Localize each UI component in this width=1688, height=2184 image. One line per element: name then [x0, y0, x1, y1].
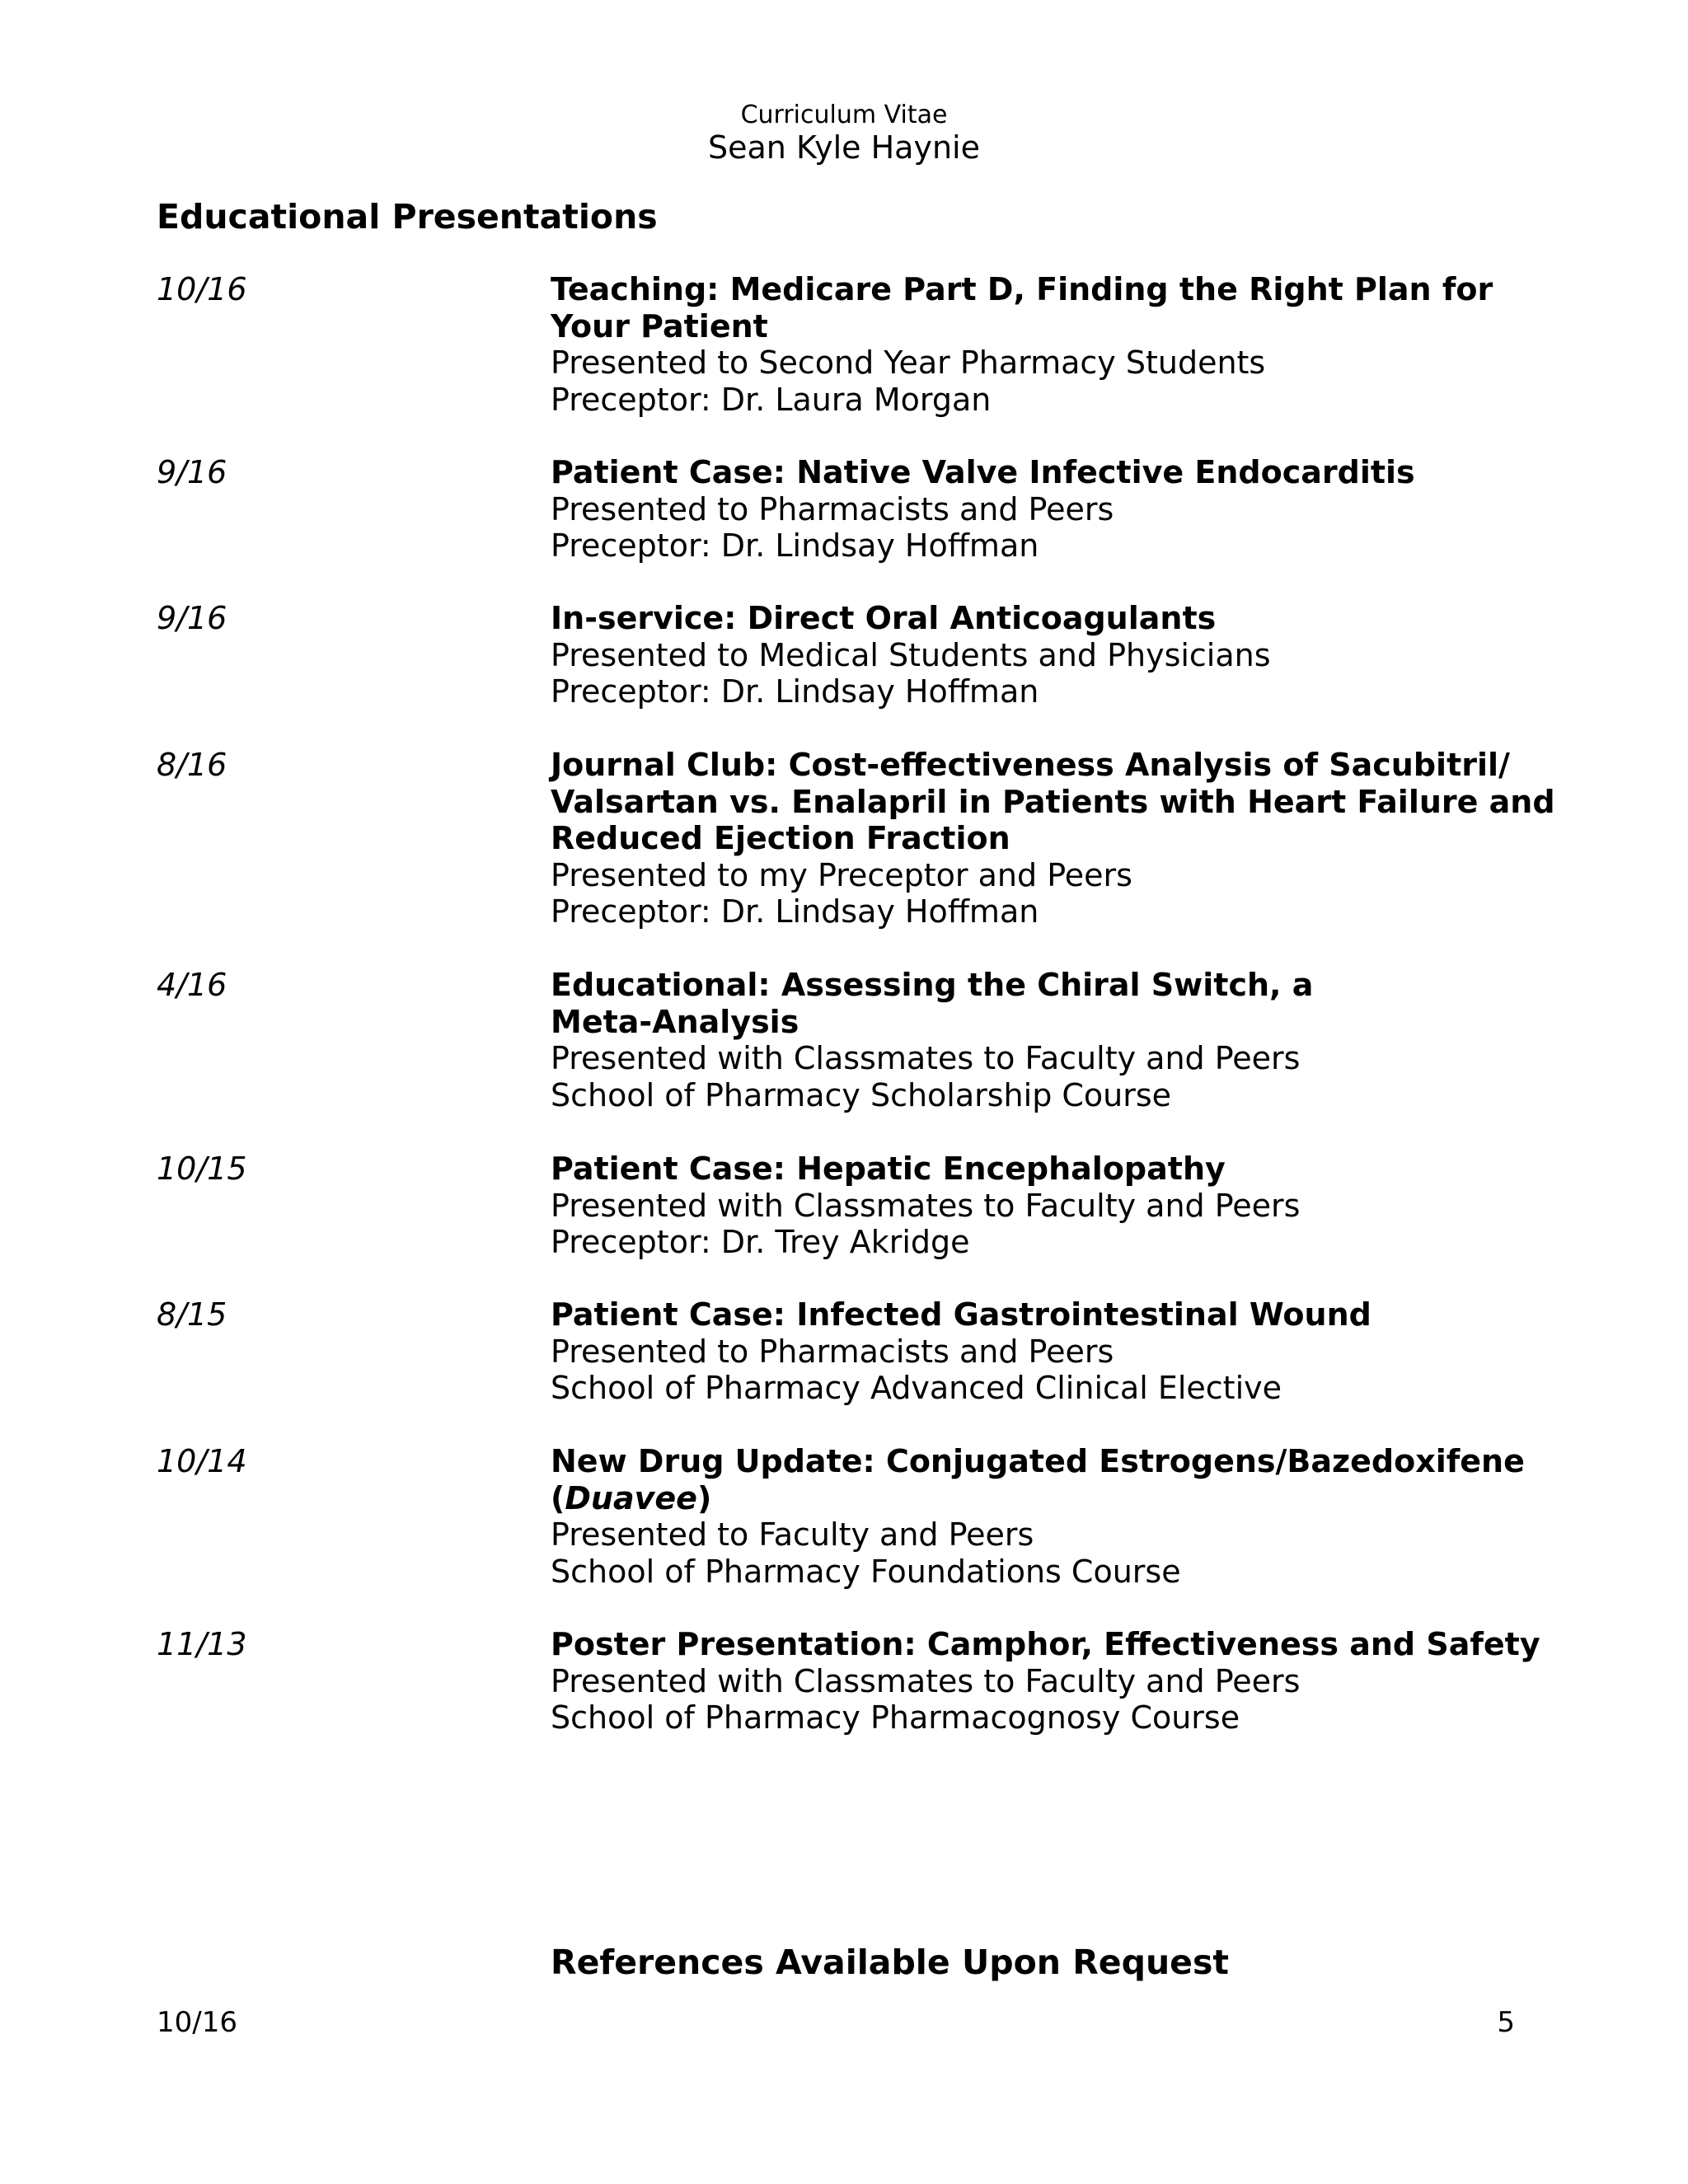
footer-date: 10/16: [157, 2006, 237, 2039]
title-line: Meta-Analysis: [551, 1003, 799, 1040]
presented-to-line: Presented to Second Year Pharmacy Students: [551, 344, 1266, 381]
presentation-details: [551, 1626, 1573, 1736]
presentation-title: [551, 1296, 1573, 1333]
title-line: Reduced Ejection Fraction: [551, 820, 1010, 856]
presentation-date: 9/16: [157, 454, 227, 490]
presentation-details: [551, 967, 1573, 1113]
presented-to-line: Presented to my Preceptor and Peers: [551, 856, 1132, 893]
page-number: 5: [1497, 2006, 1515, 2039]
presentation-title: [551, 454, 1573, 491]
title-line: New Drug Update: Conjugated Estrogens/Bazedoxifene: [551, 1443, 1525, 1479]
presentation-date: 9/16: [157, 600, 227, 636]
presentation-details: [551, 1443, 1573, 1590]
presentation-date: 10/16: [157, 271, 247, 307]
course-line: School of Pharmacy Foundations Course: [551, 1553, 1181, 1590]
presented-to-line: Presented with Classmates to Faculty and Peers: [551, 1187, 1301, 1224]
presentation-date: 10/15: [157, 1151, 247, 1187]
title-line: In-service: Direct Oral Anticoagulants: [551, 600, 1217, 636]
references-note: References Available Upon Request: [551, 1943, 1229, 1982]
presentation-title: [551, 967, 1573, 1040]
presented-to-line: Presented with Classmates to Faculty and Peers: [551, 1040, 1301, 1076]
presentation-title: [551, 1151, 1573, 1188]
section-heading: Educational Presentations: [157, 197, 658, 237]
presentation-title: [551, 271, 1573, 344]
person-name-header: Sean Kyle Haynie: [708, 129, 980, 166]
document-type-header: Curriculum Vitae: [740, 101, 948, 129]
preceptor-line: Preceptor: Dr. Laura Morgan: [551, 381, 992, 418]
preceptor-line: Preceptor: Dr. Lindsay Hoffman: [551, 527, 1039, 564]
title-line: Educational: Assessing the Chiral Switch, a: [551, 967, 1314, 1003]
title-line: Patient Case: Native Valve Infective Endocarditis: [551, 454, 1415, 490]
brand-name: Duavee: [565, 1479, 697, 1516]
title-line: Patient Case: Hepatic Encephalopathy: [551, 1151, 1226, 1187]
presentation-details: [551, 600, 1573, 710]
presentation-details: [551, 1296, 1573, 1407]
presentation-date: 4/16: [157, 967, 227, 1003]
title-line: [551, 1480, 1573, 1517]
presentation-date: 10/14: [157, 1443, 247, 1479]
preceptor-line: Preceptor: Dr. Lindsay Hoffman: [551, 673, 1039, 710]
presentation-details: [551, 747, 1573, 930]
presentation-title: [551, 1626, 1573, 1663]
presentation-title: [551, 1443, 1573, 1516]
title-line: Patient Case: Infected Gastrointestinal Wound: [551, 1296, 1372, 1333]
title-line: Poster Presentation: Camphor, Effectiveness and Safety: [551, 1626, 1540, 1662]
course-line: School of Pharmacy Scholarship Course: [551, 1076, 1172, 1113]
title-paren-close: ): [696, 1479, 712, 1516]
presented-to-line: Presented to Faculty and Peers: [551, 1516, 1034, 1553]
title-line: Journal Club: Cost-effectiveness Analysis of Sacubitril/: [551, 747, 1510, 783]
title-line: Teaching: Medicare Part D, Finding the Right Plan for: [551, 271, 1493, 307]
presentation-details: [551, 454, 1573, 565]
presentation-date: 8/15: [157, 1296, 227, 1333]
title-line: Your Patient: [551, 307, 768, 344]
presentation-title: [551, 600, 1573, 637]
presentation-details: [551, 1151, 1573, 1261]
presented-to-line: Presented to Pharmacists and Peers: [551, 1333, 1114, 1370]
presentation-title: [551, 747, 1573, 857]
preceptor-line: Preceptor: Dr. Trey Akridge: [551, 1224, 970, 1260]
course-line: School of Pharmacy Pharmacognosy Course: [551, 1699, 1240, 1736]
preceptor-line: Preceptor: Dr. Lindsay Hoffman: [551, 893, 1039, 930]
course-line: School of Pharmacy Advanced Clinical Elective: [551, 1370, 1282, 1406]
title-paren-open: (: [551, 1479, 565, 1516]
presentation-date: 11/13: [157, 1626, 247, 1662]
presented-to-line: Presented with Classmates to Faculty and Peers: [551, 1662, 1301, 1699]
presented-to-line: Presented to Medical Students and Physicians: [551, 636, 1271, 673]
presentation-details: [551, 271, 1573, 418]
title-line: Valsartan vs. Enalapril in Patients with Heart Failure and: [551, 783, 1555, 820]
presentation-date: 8/16: [157, 747, 227, 783]
presented-to-line: Presented to Pharmacists and Peers: [551, 490, 1114, 527]
